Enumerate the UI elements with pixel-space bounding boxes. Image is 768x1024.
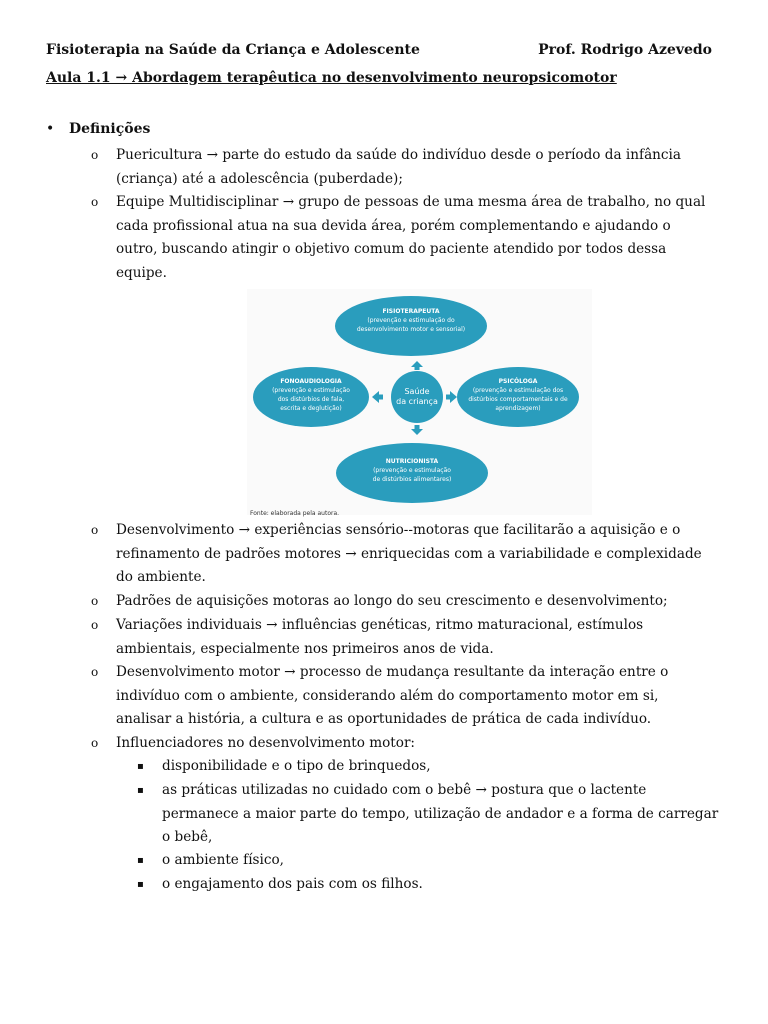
item-line: o bebê, (162, 829, 213, 845)
list-item-influenciadores (91, 732, 736, 756)
bullet-marker: • (46, 121, 55, 137)
item-line: indivíduo com o ambiente, considerando além do comportamento motor em si, (116, 687, 659, 704)
item-line: o engajamento dos pais com os filhos. (162, 876, 423, 892)
sub-item-praticas (137, 779, 732, 850)
item-line: Influenciadores no desenvolvimento motor: (116, 735, 416, 751)
list-marker: o (91, 665, 99, 679)
list-marker: o (91, 523, 99, 537)
list-item-variacoes (91, 614, 736, 661)
item-line: equipe. (116, 264, 167, 281)
professor-name: Prof. Rodrigo Azevedo (538, 42, 712, 58)
section-title: Definições (69, 121, 151, 137)
item-line: Desenvolvimento → experiências sensório--motoras que facilitarão a aquisição e o (116, 522, 681, 538)
section-heading (46, 121, 150, 137)
label-psicologa: PSICÓLOGA (prevenção e estimulação dos distúrbios comportamentais e de aprendizagem) (468, 378, 568, 412)
list-item-equipe (91, 191, 736, 285)
item-line: Padrões de aquisições motoras ao longo do seu crescimento e desenvolvimento; (116, 593, 668, 609)
list-item-desenvolvimento (91, 519, 736, 590)
label-saude-crianca: Saúde da criança (396, 387, 438, 406)
lesson-title: Aula 1.1 → Abordagem terapêutica no desenvolvimento neuropsicomotor (46, 70, 617, 86)
sub-marker: ▪ (137, 879, 144, 890)
arrow-down-head (411, 429, 423, 435)
arrow-up-head (411, 361, 423, 367)
course-title: Fisioterapia na Saúde da Criança e Adolescente (46, 42, 420, 58)
sub-item-brinquedos (137, 755, 732, 779)
item-line: Puericultura → parte do estudo da saúde do indivíduo desde o período da infância (116, 147, 681, 163)
list-marker: o (91, 148, 99, 162)
item-line: refinamento de padrões motores → enriquecidas com a variabilidade e complexidade (116, 545, 702, 562)
label-fisioterapeuta: FISIOTERAPEUTA (prevenção e estimulação do desenvolvimento motor e sensorial) (356, 308, 466, 333)
sub-marker: ▪ (137, 855, 144, 866)
multidisciplinary-diagram (247, 289, 592, 515)
item-line: outro, buscando atingir o objetivo comum do paciente atendido por todos dessa (116, 241, 667, 257)
sub-item-ambiente (137, 849, 732, 873)
list-marker: o (91, 594, 99, 608)
list-marker: o (91, 618, 99, 632)
item-line: o ambiente físico, (162, 852, 284, 868)
list-marker: o (91, 195, 99, 209)
diagram-source: Fonte: elaborada pela autora. (250, 510, 340, 517)
list-item-desenvolvimento-motor (91, 661, 736, 732)
item-line: do ambiente. (116, 569, 206, 585)
item-line: cada profissional atua na sua devida área, porém complementando e ajudando o (116, 217, 671, 234)
item-line: permanece a maior parte do tempo, utilização de andador e a forma de carregar (162, 805, 719, 822)
item-line: (criança) até a adolescência (puberdade); (116, 170, 403, 187)
item-line: Desenvolvimento motor → processo de mudança resultante da interação entre o (116, 664, 669, 680)
item-line: disponibilidade e o tipo de brinquedos, (162, 758, 431, 774)
item-line: ambientais, especialmente nos primeiros anos de vida. (116, 640, 494, 657)
label-nutricionista: NUTRICIONISTA (prevenção e estimulação de distúrbios alimentares) (372, 458, 452, 483)
item-line: as práticas utilizadas no cuidado com o bebê → postura que o lactente (162, 782, 647, 798)
item-line: analisar a história, a cultura e as oportunidades de prática de cada indivíduo. (116, 711, 652, 727)
item-line: Equipe Multidisciplinar → grupo de pessoas de uma mesma área de trabalho, no qual (116, 194, 706, 210)
sub-marker: ▪ (137, 785, 144, 796)
list-marker: o (91, 736, 99, 750)
arrow-right-head (450, 391, 457, 403)
label-fonoaudiologia: FONOAUDIOLOGIA (prevenção e estimulação dos distúrbios de fala, escrita e deglutição) (272, 378, 350, 412)
arrow-left-head (372, 391, 379, 403)
list-item-padroes (91, 590, 736, 614)
sub-item-engajamento (137, 873, 732, 897)
list-item-puericultura (91, 144, 736, 191)
sub-marker: ▪ (137, 761, 144, 772)
item-line: Variações individuais → influências genéticas, ritmo maturacional, estímulos (116, 617, 644, 633)
